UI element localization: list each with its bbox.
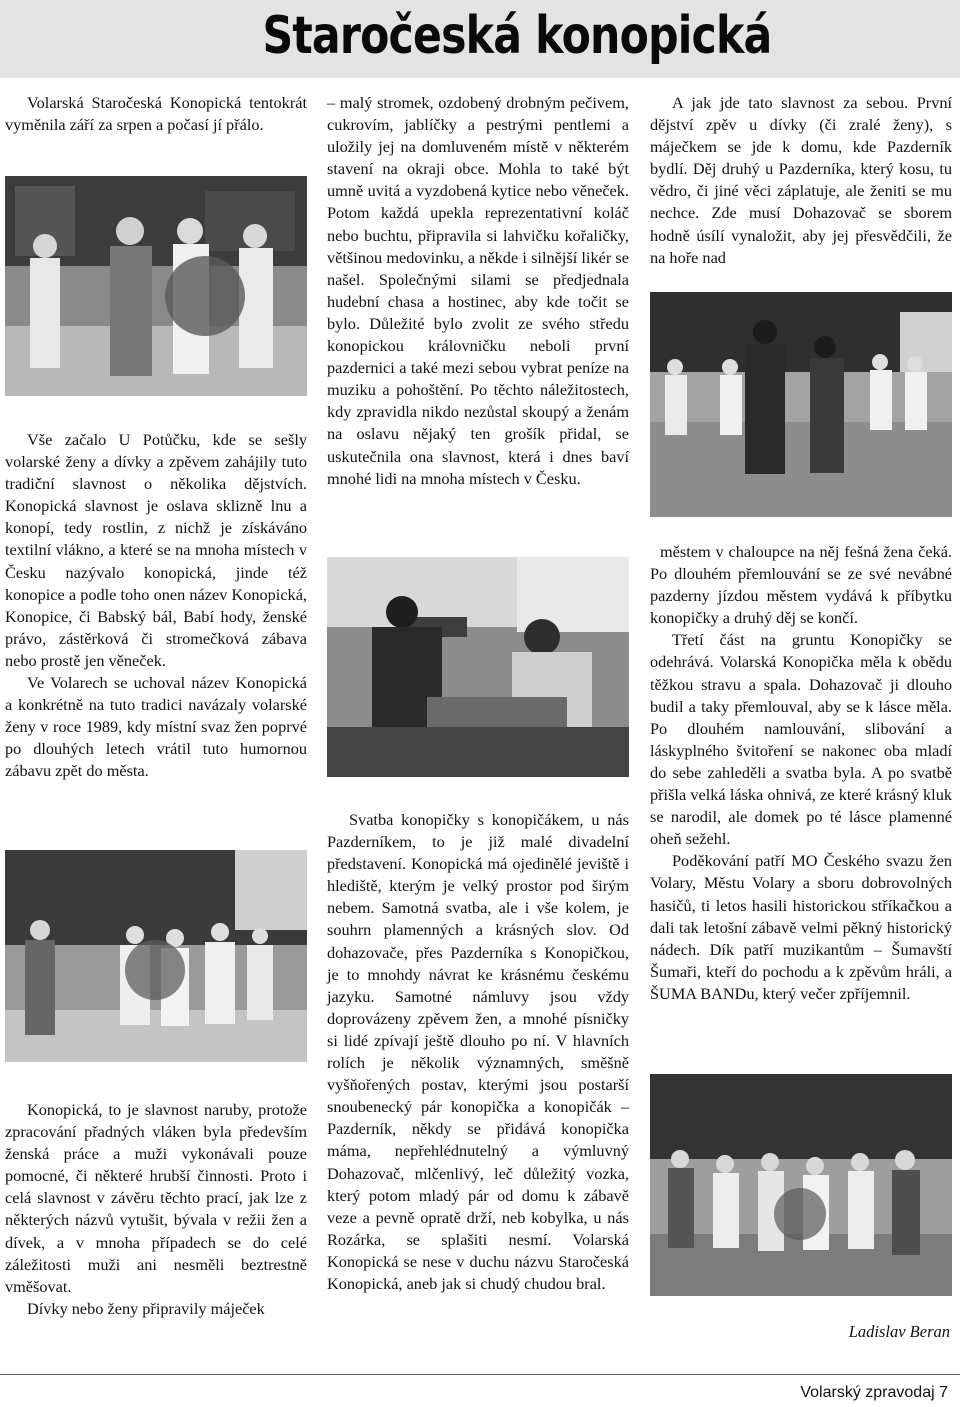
intro-paragraph: Volarská Staročeská Konopická tentokrát vyměnila září za srpen a počasí jí přálo. (5, 93, 307, 135)
paragraph-svatba: Svatba konopičky s konopičákem, u nás Pazderníkem, to je již malé divadelní představení. Konopická má ojedinělé jeviště i hlediště, kterým je velký prostor pod širým nebem. Samotná svatba, ale i vše kolem, je souhrn plamenných a krásných slov. Od dohazovače, přes Pazderníka s Konopičkou, je to mnohdy návrat ke krásnému českému jazyku. Samotné námluvy jsou vždy doprovázeny zpěvem žen, a mnohé písničky si lidé zpívají ještě dlouho po ní. V hlavních rolích je několik významných, směšně vyšňořených postav, kterými jsou postarší snoubenecký pár konopička a konopičák – Pazderník, někdy se přidává konopička máma, nepřehlédnutelný a výmluvný Dohazovač, mlčenlivý, leč důležitý vozka, který potom mladý pár od domu k zábavě veze a pevně opratě drží, neb kobylka, u nás Rozárka, se splašiti nesmí. Volarská Konopická se nese v duchu názvu Staročeská Konopická, aneb jak si chudý chudou bral. (327, 810, 629, 1293)
photo-crowd-celebration (650, 1074, 952, 1296)
photo-women-with-majecek (5, 176, 307, 396)
column-1-text (5, 429, 307, 783)
paragraph-volary-tradition: Ve Volarech se uchoval název Konopická a konkrétně na tuto tradici navázaly volarské ženy v roce 1989, kdy místní svaz žen poprvé po dlouhých letech vrátil tuto humornou zábavu zpět do města. (5, 673, 307, 781)
column-2-bottom (327, 809, 629, 1295)
column-1-intro (5, 92, 307, 136)
paragraph-first-act: A jak jde tato slavnost za sebou. První dějství zpěv u dívky (či zralé ženy), s máječkem se jde k domu, kde Pazderník bydlí. Děj druhý u Pazderníka, který kosu, tu vědro, či jiné věci záplatuje, ale ženiti se mu nechce. Zde musí Dohazovač se sborem hodně úsílí vynaložit, aby jej přesvědčili, že na hoře nad (650, 93, 952, 267)
paragraph-thanks: Poděkování patří MO Českého svazu žen Volary, Městu Volary a sboru dobrovolných hasičů, ti letos hasili historickou stříkačkou a dali tak letošní zábavě velmi pěkný historický nádech. Dík patří muzikantům – Šumavští Šumaři, kteří do pochodu a k zpěvům hráli, a ŠUMA BANDu, který večer zpříjemnil. (650, 851, 952, 1003)
column-2-top (327, 92, 629, 490)
column-3-top (650, 92, 952, 269)
photo-procession (5, 850, 307, 1062)
paragraph-majecek-cont: – malý stromek, ozdobený drobným pečivem, cukrovím, jablíčky a pestrými pentlemi a uložily jej na domluveném místě v některém stavení na okraji obce. Mohla to také být umně uvitá a vyzdobená kytice nebo věneček. Potom každá upekla reprezentativní koláč nebo buchtu, připravila si lahvičku kořaličky, většinou medovinku, a někde i silnější likér se našel. Společnými silami se předjednala hudební chasa a hostinec, aby kde točit se bylo. Důležité bylo zvolit ze svého středu konopickou královničku neboli první pazdernici a také mezi sebou vybrat peníze na muziku a pohoštění. Po těchto náležitostech, kdy zpravidla nikdo nezůstal skoupý a ženám na oslavu nějaký ten grošík přidal, se uskutečnila ona slavnost, která i dnes baví mnohé lidi na mnoha místech v Česku. (327, 93, 629, 488)
column-3-middle (650, 541, 952, 1005)
column-1-bottom (5, 1099, 307, 1320)
paragraph-third-act: Třetí část na gruntu Konopičky se odehrává. Volarská Konopička měla k obědu těžkou stravu a spala. Dohazovač ji dlouho budil a taky přemlouval, aby se k lásce měla. Po dlouhém namlouvání, slibování a láskyplného švitoření se nakonec oba mladí do sebe zahleděli a svatba byla. A po svatbě přišla velká láska ohnivá, ze které krásný kluk se narodil, ale domek po té lásce plamenné oheň sežehl. (650, 630, 952, 849)
footer-divider (0, 1374, 960, 1375)
photo-wagon-riders (327, 557, 629, 777)
paragraph-second-act-cont: městem v chaloupce na něj fešná žena čeká. Po dlouhém přemlouvání se ze své nevábné pazderny jízdou městem vydává k příbytku konopičky a druhý děj se končí. (650, 542, 952, 628)
author-signature: Ladislav Beran (848, 1322, 950, 1341)
page-title: Staročeská konopická (262, 6, 772, 66)
paragraph-majecek-start: Dívky nebo ženy připravily máječek (27, 1298, 265, 1318)
paragraph-start: Vše začalo U Potůčku, kde se sešly volarské ženy a dívky a zpěvem zahájily tuto tradiční slavnost o několika dějstvích. Konopická slavnost je oslava sklizně lnu a konopí, tedy rostlin, z nichž je získáváno textilní vlákno, a které se na mnoha místech v Česku nazývalo konopická, jinde též konopice a podle toho onen název Konopická, Konopice, či Babský bál, Babí hody, ženské právo, zástěrková či stromečková zábava nebo prostě jen věneček. (5, 430, 307, 670)
paragraph-naruby: Konopická, to je slavnost naruby, protože zpracování přadných vláken byla především ženská práce a muži vykonávali pouze pomocné, či některé hrubší činnosti. Proto i celá slavnost v závěru těchto prací, jak lze z některých názvů vytušit, bývala v režii žen a dívek, a v mnoha případech se do celé záležitosti muži ani nesměli beztrestně vměšovat. (5, 1100, 307, 1296)
footer-publication: Volarský zpravodaj 7 (800, 1384, 948, 1401)
photo-group-outdoors (650, 292, 952, 517)
